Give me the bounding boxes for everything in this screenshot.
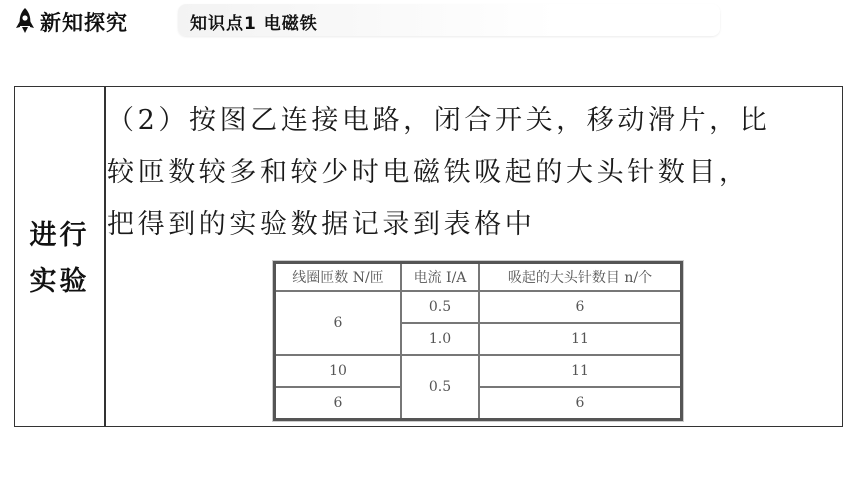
side-label-line2: 实验 — [29, 266, 90, 297]
header-current: 电流 I/A — [401, 263, 479, 292]
instruction-line: （2）按图乙连接电路，闭合开关，移动滑片，比 — [107, 105, 771, 136]
column-divider — [104, 87, 106, 426]
cell-pins: 11 — [479, 323, 682, 355]
topic-tab — [178, 4, 720, 36]
page-title: 新知探究 — [40, 11, 128, 35]
header-pins: 吸起的大头针数目 n/个 — [479, 263, 682, 292]
topic-label: 知识点1 电磁铁 — [190, 14, 318, 34]
table-row — [275, 291, 682, 323]
cell-turns: 6 — [275, 387, 402, 420]
side-label-line1: 进行 — [29, 220, 90, 251]
cell-current: 0.5 — [401, 355, 479, 420]
cell-current: 0.5 — [401, 291, 479, 323]
table-row — [275, 355, 682, 387]
table-header-row — [275, 263, 682, 292]
cell-pins: 11 — [479, 355, 682, 387]
instruction-line: 较匝数较多和较少时电磁铁吸起的大头针数目， — [107, 157, 750, 188]
cell-turns: 6 — [275, 291, 402, 355]
instruction-text — [107, 95, 837, 251]
rocket-icon — [14, 7, 36, 35]
cell-pins: 6 — [479, 387, 682, 420]
header-bar — [14, 4, 722, 38]
content-frame — [14, 86, 843, 427]
side-label — [15, 213, 104, 305]
instruction-line: 把得到的实验数据记录到表格中 — [107, 209, 536, 240]
cell-pins: 6 — [479, 291, 682, 323]
cell-current: 1.0 — [401, 323, 479, 355]
cell-turns: 10 — [275, 355, 402, 387]
data-table — [273, 261, 683, 421]
header-turns: 线圈匝数 N/匝 — [275, 263, 402, 292]
